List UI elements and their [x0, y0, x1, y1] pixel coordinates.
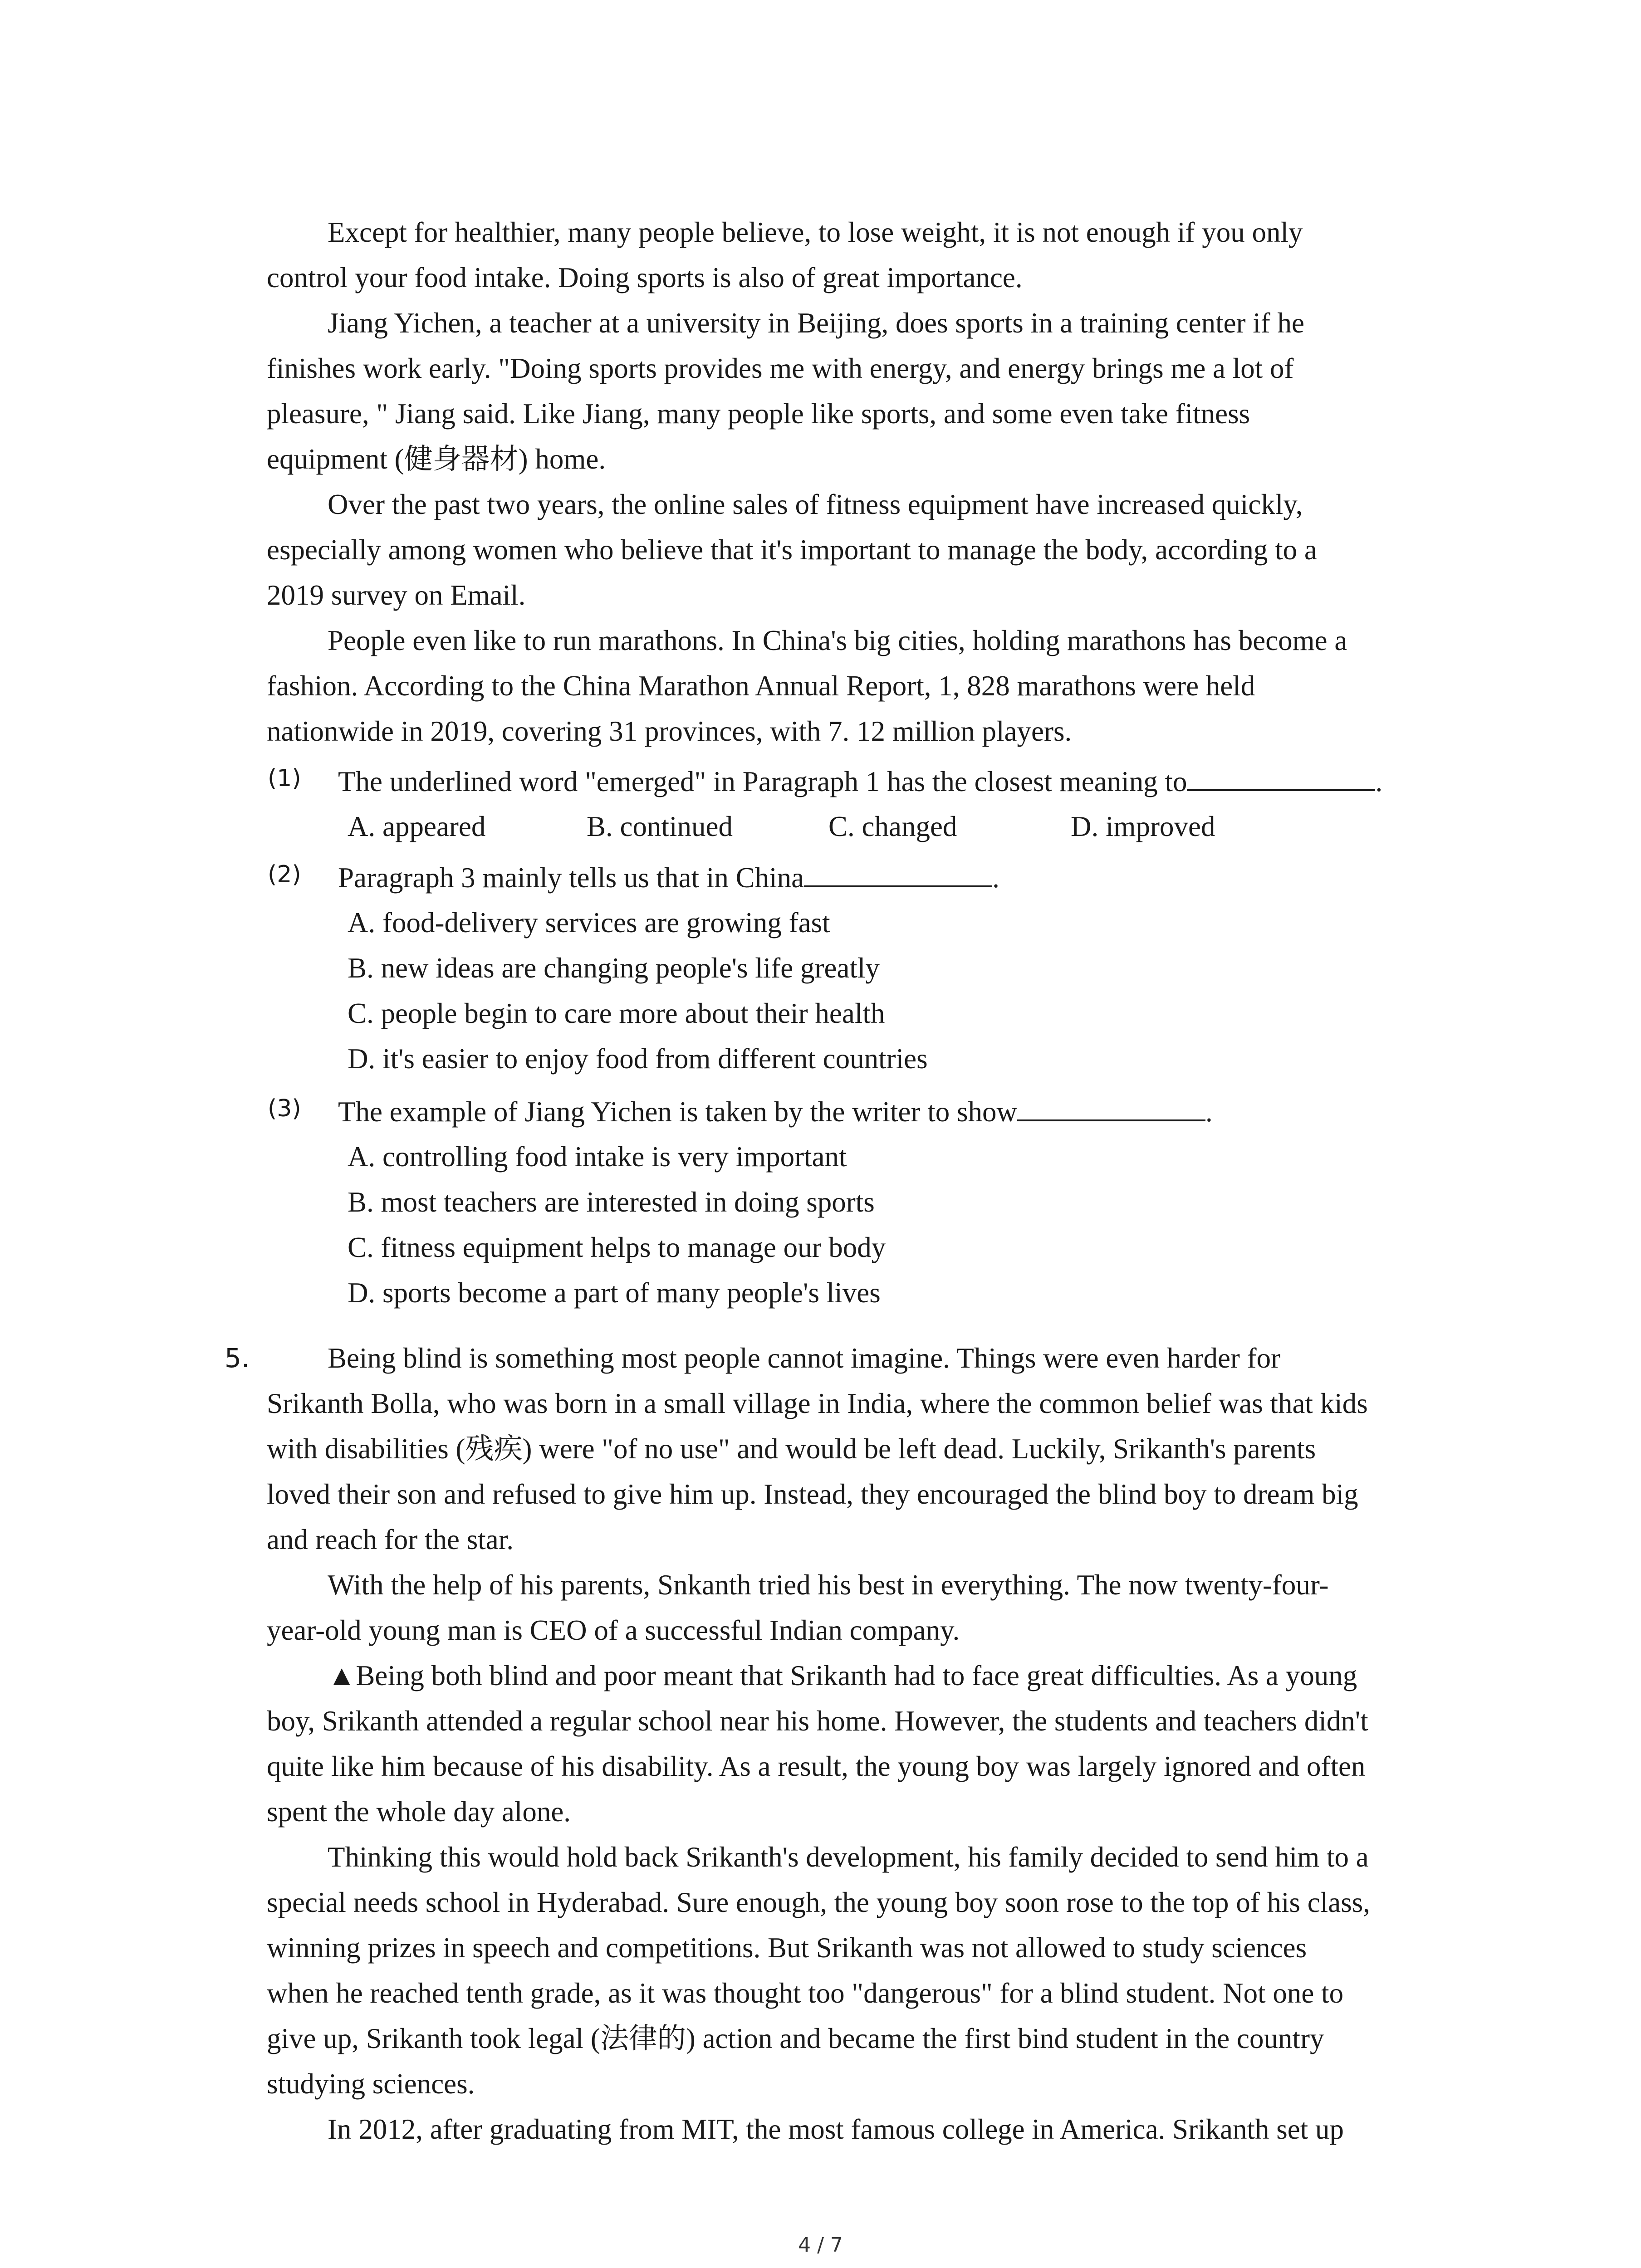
passage-line: In 2012, after graduating from MIT, the most famous college in America. Srikanth set up — [328, 2113, 1344, 2145]
passage-line: Over the past two years, the online sales of fitness equipment have increased quickly, — [328, 489, 1303, 520]
passage-line: pleasure, " Jiang said. Like Jiang, many people like sports, and some even take fitness — [267, 398, 1250, 430]
question-end: . — [992, 862, 999, 894]
passage-line: equipment (健身器材) home. — [267, 443, 606, 475]
answer-blank[interactable] — [1187, 763, 1375, 791]
question-number: (1) — [268, 765, 301, 792]
question-end: . — [1205, 1096, 1213, 1128]
passage-line: finishes work early. "Doing sports provides me with energy, and energy brings me a lot of — [267, 352, 1294, 384]
passage-line: People even like to run marathons. In China's big cities, holding marathons has become a — [328, 625, 1347, 656]
question-text: Paragraph 3 mainly tells us that in China — [338, 862, 804, 894]
option-a[interactable]: A. controlling food intake is very important — [348, 1141, 847, 1173]
question-stem — [338, 1093, 1213, 1130]
passage-line: With the help of his parents, Snkanth tried his best in everything. The now twenty-four- — [328, 1569, 1329, 1601]
passage-line: nationwide in 2019, covering 31 provinces, with 7. 12 million players. — [267, 715, 1072, 747]
option-c[interactable]: C. fitness equipment helps to manage our body — [348, 1232, 886, 1263]
passage-line: loved their son and refused to give him up. Instead, they encouraged the blind boy to dream big — [267, 1478, 1358, 1510]
question-end: . — [1375, 766, 1383, 797]
option-b[interactable]: B. new ideas are changing people's life greatly — [348, 952, 880, 984]
page-number: 4 / 7 — [798, 2234, 843, 2257]
option-b[interactable]: B. most teachers are interested in doing sports — [348, 1186, 875, 1218]
option-d[interactable]: D. improved — [1071, 811, 1215, 842]
passage-line: boy, Srikanth attended a regular school near his home. However, the students and teachers didn't — [267, 1705, 1368, 1737]
passage-line: studying sciences. — [267, 2068, 475, 2100]
passage-line: when he reached tenth grade, as it was thought too "dangerous" for a blind student. Not one to — [267, 1977, 1344, 2009]
passage-line: fashion. According to the China Marathon Annual Report, 1, 828 marathons were held — [267, 670, 1255, 702]
passage-line: Except for healthier, many people believe, to lose weight, it is not enough if you only — [328, 216, 1303, 248]
passage-number: 5. — [225, 1343, 250, 1374]
passage-line: quite like him because of his disability. As a result, the young boy was largely ignored and often — [267, 1750, 1366, 1782]
passage-line: and reach for the star. — [267, 1524, 514, 1555]
answer-blank[interactable] — [1017, 1093, 1205, 1121]
passage-line: winning prizes in speech and competitions. But Srikanth was not allowed to study sciences — [267, 1932, 1307, 1964]
question-text: The example of Jiang Yichen is taken by the writer to show — [338, 1096, 1018, 1128]
question-stem — [338, 859, 999, 896]
question-stem — [338, 763, 1382, 800]
passage-line: Thinking this would hold back Srikanth's development, his family decided to send him to a — [328, 1841, 1369, 1873]
option-b[interactable]: B. continued — [587, 811, 733, 842]
question-number: (2) — [268, 861, 301, 888]
passage-line: Srikanth Bolla, who was born in a small village in India, where the common belief was that kids — [267, 1388, 1368, 1419]
passage-line: with disabilities (残疾) were "of no use" and would be left dead. Luckily, Srikanth's parents — [267, 1433, 1316, 1465]
passage-line: Being blind is something most people cannot imagine. Things were even harder for — [328, 1342, 1281, 1374]
option-c[interactable]: C. changed — [828, 811, 957, 842]
question-number: (3) — [268, 1095, 301, 1122]
passage-line: spent the whole day alone. — [267, 1796, 571, 1828]
passage-line: control your food intake. Doing sports is also of great importance. — [267, 262, 1023, 293]
option-d[interactable]: D. sports become a part of many people's lives — [348, 1277, 881, 1309]
passage-line: Jiang Yichen, a teacher at a university in Beijing, does sports in a training center if he — [328, 307, 1305, 339]
option-a[interactable]: A. appeared — [348, 811, 486, 842]
question-text: The underlined word "emerged" in Paragraph 1 has the closest meaning to — [338, 766, 1187, 797]
option-c[interactable]: C. people begin to care more about their health — [348, 997, 885, 1029]
option-a[interactable]: A. food-delivery services are growing fast — [348, 907, 830, 938]
passage-line: 2019 survey on Email. — [267, 579, 526, 611]
passage-line: year-old young man is CEO of a successful Indian company. — [267, 1614, 960, 1646]
option-d[interactable]: D. it's easier to enjoy food from different countries — [348, 1043, 928, 1075]
passage-line: special needs school in Hyderabad. Sure enough, the young boy soon rose to the top of his class, — [267, 1887, 1371, 1918]
passage-line: especially among women who believe that it's important to manage the body, according to a — [267, 534, 1317, 566]
passage-line: give up, Srikanth took legal (法律的) action and became the first bind student in the country — [267, 2023, 1324, 2054]
answer-blank[interactable] — [804, 859, 992, 887]
passage-line: ▲Being both blind and poor meant that Srikanth had to face great difficulties. As a young — [328, 1660, 1357, 1691]
